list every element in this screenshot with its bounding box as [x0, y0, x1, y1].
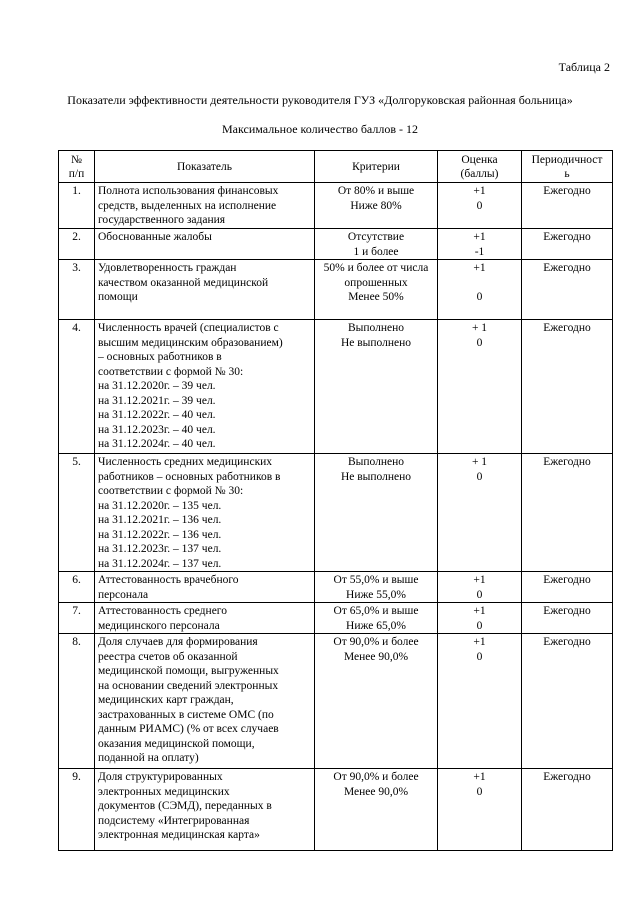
- indicator-line: документов (СЭМД), переданных в: [98, 800, 272, 812]
- indicator-line: Полнота использования финансовых: [98, 185, 279, 197]
- criteria-line: 1 и более: [353, 245, 399, 258]
- criteria-line: Не выполнено: [340, 470, 412, 483]
- score-cell: [438, 229, 522, 260]
- score-line: -1: [474, 245, 485, 258]
- row-number: 3.: [59, 260, 95, 320]
- period-cell: Ежегодно: [522, 320, 613, 454]
- header-num-line: п/п: [68, 168, 85, 180]
- score-line: 0: [476, 650, 483, 663]
- indicator-cell: [95, 634, 315, 769]
- score-line: 0: [476, 291, 483, 303]
- indicator-line: персонала: [98, 588, 149, 601]
- row-number: 2.: [59, 229, 95, 260]
- indicator-cell: [95, 260, 315, 320]
- criteria-cell: [315, 603, 438, 634]
- period-cell: Ежегодно: [522, 769, 613, 851]
- row-number: 8.: [59, 634, 95, 769]
- score-line: +1: [473, 185, 486, 197]
- indicator-line: средств, выделенных на исполнение: [98, 199, 277, 212]
- indicator-line: на 31.12.2020г. – 39 чел.: [98, 380, 216, 392]
- indicator-line: медицинского персонала: [98, 619, 220, 632]
- criteria-line: Не выполнено: [340, 336, 412, 349]
- score-line: 0: [476, 199, 483, 212]
- criteria-line: От 80% и выше: [337, 185, 415, 197]
- indicator-line: качеством оказанной медицинской: [98, 276, 269, 289]
- table-row: [59, 454, 613, 572]
- table-row: [59, 769, 613, 851]
- criteria-line: Менее 50%: [348, 291, 404, 303]
- criteria-cell: [315, 320, 438, 454]
- header-period-line: ь: [564, 168, 570, 180]
- row-number: 5.: [59, 454, 95, 572]
- period-cell: Ежегодно: [522, 454, 613, 572]
- header-num-line: №: [71, 153, 82, 166]
- row-number: 1.: [59, 183, 95, 229]
- indicator-line: высшим медицинским образованием): [98, 336, 283, 349]
- criteria-line: Менее 90,0%: [343, 785, 409, 798]
- header-period-line: Периодичност: [531, 153, 603, 166]
- period-cell: Ежегодно: [522, 183, 613, 229]
- table-row: [59, 229, 613, 260]
- document-heading: Показатели эффективности деятельности руководителя ГУЗ «Долгоруковская районная больница»: [67, 93, 573, 107]
- score-line: +1: [473, 231, 486, 243]
- score-line: 0: [476, 470, 483, 483]
- score-cell: [438, 572, 522, 603]
- criteria-line: Выполнено: [347, 322, 405, 334]
- score-line: +1: [473, 605, 486, 617]
- header-score: [438, 151, 522, 183]
- header-score-line: (баллы): [460, 168, 499, 180]
- criteria-cell: [315, 572, 438, 603]
- score-line: 0: [476, 336, 483, 349]
- indicator-line: медицинской помощи, выгруженных: [98, 665, 279, 677]
- criteria-cell: [315, 769, 438, 851]
- indicator-line: Доля структурированных: [98, 771, 223, 783]
- indicator-line: на 31.12.2023г. – 137 чел.: [98, 543, 222, 555]
- criteria-cell: [315, 454, 438, 572]
- indicator-line: данным РИАМС) (% от всех случаев: [98, 723, 279, 735]
- table-label: Таблица 2: [558, 60, 610, 74]
- row-number: 7.: [59, 603, 95, 634]
- score-line: 0: [476, 588, 483, 601]
- table-row: [59, 603, 613, 634]
- indicators-table: [58, 150, 613, 851]
- score-line: +1: [473, 262, 486, 274]
- period-cell: Ежегодно: [522, 634, 613, 769]
- indicator-line: на 31.12.2020г. – 135 чел.: [98, 499, 222, 512]
- indicator-line: соответствии с формой № 30:: [98, 485, 244, 497]
- indicator-line: – основных работников в: [98, 351, 222, 363]
- score-line: + 1: [471, 322, 488, 334]
- criteria-line: От 90,0% и более: [333, 636, 419, 648]
- indicator-line: Аттестованность среднего: [98, 605, 227, 617]
- score-cell: [438, 634, 522, 769]
- indicator-line: реестра счетов об оказанной: [98, 650, 238, 663]
- indicator-line: на 31.12.2022г. – 136 чел.: [98, 528, 222, 541]
- criteria-line: От 65,0% и выше: [333, 605, 419, 617]
- table-row: [59, 183, 613, 229]
- indicator-line: поданной на оплату): [98, 752, 199, 764]
- indicator-line: соответствии с формой № 30:: [98, 365, 244, 378]
- indicator-cell: [95, 320, 315, 454]
- row-number: 6.: [59, 572, 95, 603]
- indicator-line: Обоснованные жалобы: [98, 231, 212, 243]
- indicator-line: Удовлетворенность граждан: [98, 262, 237, 274]
- criteria-line: Ниже 65,0%: [346, 619, 406, 632]
- period-cell: Ежегодно: [522, 572, 613, 603]
- indicator-line: на 31.12.2024г. – 137 чел.: [98, 557, 222, 570]
- table-row: [59, 320, 613, 454]
- score-line: + 1: [471, 456, 488, 468]
- period-cell: Ежегодно: [522, 603, 613, 634]
- indicator-line: Численность средних медицинских: [98, 456, 273, 468]
- period-cell: Ежегодно: [522, 260, 613, 320]
- indicator-line: помощи: [98, 291, 138, 303]
- criteria-line: Ниже 80%: [350, 199, 402, 212]
- indicator-cell: [95, 229, 315, 260]
- indicator-line: Численность врачей (специалистов с: [98, 322, 279, 334]
- score-line: 0: [476, 785, 483, 798]
- indicator-line: оказания медицинской помощи,: [98, 737, 255, 750]
- indicator-cell: [95, 454, 315, 572]
- score-line: +1: [473, 574, 486, 586]
- table-header-row: [59, 151, 613, 183]
- criteria-cell: [315, 634, 438, 769]
- header-criteria: Критерии: [315, 151, 438, 183]
- criteria-line: Ниже 55,0%: [346, 588, 406, 601]
- indicator-line: медицинских карт граждан,: [98, 694, 234, 706]
- criteria-line: Менее 90,0%: [343, 650, 409, 663]
- header-period: [522, 151, 613, 183]
- max-score-line: Максимальное количество баллов - 12: [221, 122, 419, 136]
- header-indicator: Показатель: [95, 151, 315, 183]
- period-cell: Ежегодно: [522, 229, 613, 260]
- indicator-line: электронных медицинских: [98, 785, 230, 798]
- indicator-cell: [95, 183, 315, 229]
- indicator-line: на 31.12.2021г. – 39 чел.: [98, 394, 216, 407]
- indicator-line: на 31.12.2023г. – 40 чел.: [98, 423, 216, 436]
- indicator-cell: [95, 572, 315, 603]
- row-number: 4.: [59, 320, 95, 454]
- score-cell: [438, 183, 522, 229]
- indicator-cell: [95, 603, 315, 634]
- table-row: [59, 634, 613, 769]
- indicator-line: на основании сведений электронных: [98, 679, 279, 692]
- score-cell: [438, 769, 522, 851]
- score-cell: [438, 603, 522, 634]
- indicator-line: на 31.12.2024г. – 40 чел.: [98, 438, 216, 450]
- criteria-line: От 90,0% и более: [333, 771, 419, 783]
- score-cell: [438, 260, 522, 320]
- criteria-line: От 55,0% и выше: [333, 574, 419, 586]
- criteria-line: Выполнено: [347, 456, 405, 468]
- indicator-line: государственного задания: [98, 214, 226, 226]
- indicator-cell: [95, 769, 315, 851]
- criteria-cell: [315, 183, 438, 229]
- table-row: [59, 260, 613, 320]
- score-cell: [438, 454, 522, 572]
- score-line: +1: [473, 771, 486, 783]
- score-line: 0: [476, 619, 483, 632]
- indicator-line: на 31.12.2022г. – 40 чел.: [98, 409, 216, 421]
- score-cell: [438, 320, 522, 454]
- indicator-line: Доля случаев для формирования: [98, 636, 258, 648]
- indicator-line: электронная медицинская карта»: [98, 829, 260, 841]
- criteria-line: Отсутствие: [347, 231, 405, 243]
- score-line: +1: [473, 636, 486, 648]
- row-number: 9.: [59, 769, 95, 851]
- table-row: [59, 572, 613, 603]
- indicator-line: на 31.12.2021г. – 136 чел.: [98, 514, 222, 526]
- header-num: [59, 151, 95, 183]
- criteria-cell: [315, 229, 438, 260]
- criteria-line: 50% и более от числа: [323, 262, 429, 274]
- score-line: [441, 276, 518, 291]
- criteria-line: опрошенных: [344, 276, 408, 289]
- indicator-line: подсистему «Интегрированная: [98, 814, 250, 827]
- header-score-line: Оценка: [461, 153, 498, 166]
- indicator-line: Аттестованность врачебного: [98, 574, 239, 586]
- indicator-line: работников – основных работников в: [98, 470, 281, 483]
- indicator-line: застрахованных в системе ОМС (по: [98, 708, 274, 721]
- criteria-cell: [315, 260, 438, 320]
